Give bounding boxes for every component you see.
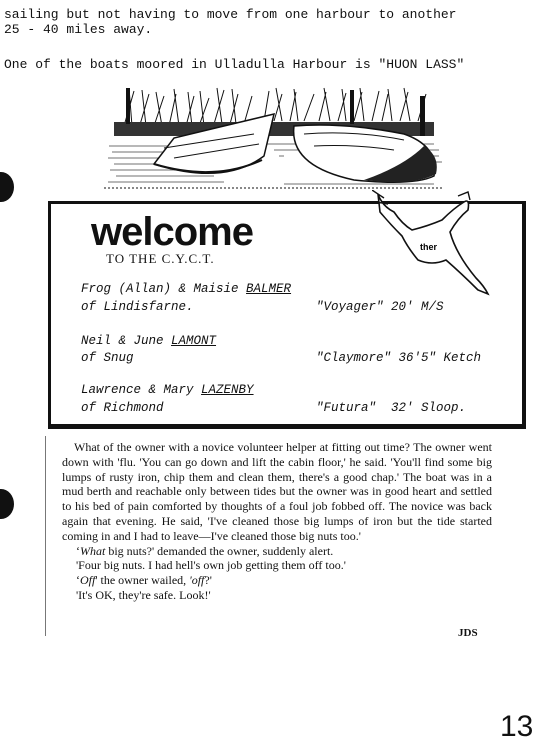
frog-badge-text: ther [420, 242, 438, 252]
member-1-from: of Lindisfarne. [81, 300, 194, 314]
frog-figure-illustration [372, 190, 496, 300]
member-2-boat: "Claymore" 36'5" Ketch [316, 351, 482, 365]
welcome-subtitle: TO THE C.Y.C.T. [106, 251, 215, 266]
member-1-names: Frog (Allan) & Maisie BALMER [81, 282, 292, 296]
intro-line-1: sailing but not having to move from one harbour to another [4, 7, 457, 22]
story-paragraph-1: What of the owner with a novice volunteer helper at fitting out time? The owner went down with 'flu. 'You can go down and lift the cabin floor,' he said. 'You'll find some big lumps of rusty iron, chip them and clean them, there's a good chap.' The boat was in a mud berth and reachable only between tides but the owner was in good heart and settled to his bed of pain comforted by thoughts of a foul job fobbed off. The novice was back again that evening. He said, 'I've cleaned those big lumps of iron but the tide started coming in and I had to leave—I've cleaned those big nuts too.' [62, 440, 492, 543]
binder-hole-bottom [0, 489, 14, 519]
member-3-boat: "Futura" 32' Sloop. [316, 401, 467, 415]
story-paragraph-4: ‘Off' the owner wailed, 'off?' [76, 573, 212, 588]
welcome-title: welcome [91, 210, 253, 254]
page-number: 13 [500, 710, 534, 743]
binder-hole-top [0, 172, 14, 202]
intro-line-3: One of the boats moored in Ulladulla Harbour is "HUON LASS" [4, 57, 465, 72]
boats-illustration [104, 86, 444, 190]
story-left-rule [45, 436, 46, 636]
intro-line-2: 25 - 40 miles away. [4, 22, 153, 37]
member-3-from: of Richmond [81, 401, 164, 415]
member-2-from: of Snug [81, 351, 134, 365]
story-paragraph-2: ‘What big nuts?' demanded the owner, suddenly alert. [76, 543, 334, 558]
story-paragraph-5: 'It's OK, they're safe. Look!' [76, 587, 211, 602]
member-2-names: Neil & June LAMONT [81, 334, 217, 348]
story-signature: JDS [458, 627, 478, 639]
story-paragraph-3: 'Four big nuts. I had hell's own job getting them off too.' [76, 558, 346, 573]
member-3-names: Lawrence & Mary LAZENBY [81, 383, 254, 397]
story-text [62, 440, 492, 603]
member-1-boat: "Voyager" 20' M/S [316, 300, 444, 314]
